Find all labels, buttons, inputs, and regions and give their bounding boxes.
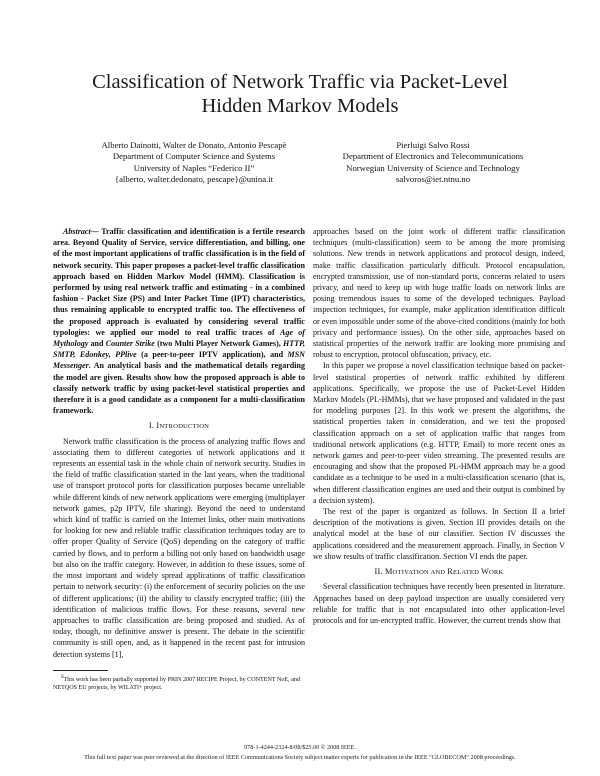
section-initial: I: [156, 421, 160, 431]
author-university: University of Naples “Federico II”: [133, 162, 255, 173]
body-paragraph-3: The rest of the paper is organized as follows. In Section II a brief description of the motivations is given. Section III provides details on the analytical model at the base of our classifier. Section IV discusses the applications considered and the measurement approach. Finally, in Section V we show results of traffic classification. Section VI ends the paper.: [313, 507, 565, 561]
right-column: [313, 226, 565, 626]
body-paragraph-4: Several classification techniques have recently been presented in literature. Approaches based on deep payload inspection are usually considered very reliable for traffic that is not encapsulated into other application-level protocols and for un-encrypted traffic. However, the current trends show that: [313, 582, 565, 625]
intro-paragraph: Network traffic classification is the process of analyzing traffic flows and associating them to different categories of network applications and it represents an essential task in the whole chain of network security. Studies in the field of traffic classification started in the last years, when the traditional use of transport protocol ports for classification purposes became unreliable while different kinds of new network applications were emerging (multiplayer network games, p2p IPTV, file sharing). Beyond the need to understand which kind of traffic is carried on the Internet links, other main motivations for looking for new and reliable traffic classification techniques today are to offer proper Quality of Service (QoS) depending on the category of traffic carried by flows, and to perform a billing not only based on bandwidth usage but also on the traffic category. However, in addition to these issues, some of the most important and widely spread applications of traffic classification pertain to network security: (i) the enforcement of security policies on the use of different applications; (ii) the ability to classify encrypted traffic; (iii) the identification of malicious traffic flows. For these reasons, several new approaches to traffic classification are being proposed and studied. As of today, though, no definitive answer is present. The debate in the scientific community is still open, and, as it happened in the recent past for intrusion detection systems [1],: [53, 436, 305, 659]
author-email: {alberto, walter.dedonato, pescape}@unina.it: [114, 174, 274, 185]
abstract: [53, 226, 305, 416]
section-rest-3: ORK: [488, 569, 504, 577]
footer-note: This full text paper was peer reviewed at the direction of IEEE Communications Society subject matter experts for publication in the IEEE "GLOBECOM" 2008 proceedings.: [84, 754, 516, 761]
footnote-text: This work has been partially supported by PRIN 2007 RECIPE Project, by CONTENT NoE, and NETQOS EU projects, by WILATI+ project.: [53, 676, 300, 691]
footnote-mark: 0: [61, 674, 64, 680]
section-initial-2: R: [447, 567, 453, 577]
section-number: I.: [148, 421, 157, 431]
abstract-msn: MSN Messenger: [53, 350, 305, 371]
paper-title: [40, 70, 560, 118]
author-block-right: [318, 140, 548, 186]
abstract-text-3: (two Multi Player Network Games),: [154, 339, 284, 349]
author-university: Norwegian University of Science and Technology: [346, 162, 520, 173]
abstract-protocols: HTTP, SMTP, Edonkey, PPlive: [53, 339, 306, 360]
abstract-game-2: Counter Strike: [105, 339, 155, 349]
abstract-game-1: Age of Mythology: [53, 327, 305, 349]
section-rest-2: ELATED: [452, 569, 481, 577]
title-line-2: Hidden Markov Models: [201, 95, 399, 117]
footnote: [53, 674, 305, 692]
section-rest: NTRODUCTION: [159, 423, 210, 431]
section-initial-3: W: [480, 567, 489, 577]
section-number: II.: [374, 567, 385, 577]
abstract-text-2: and: [88, 339, 106, 349]
title-line-1: Classification of Network Traffic via Packet-Level: [92, 71, 508, 93]
footer-isbn: 978-1-4244-2324-8/08/$25.00 © 2008 IEEE.: [244, 744, 356, 751]
body-paragraph-1: approaches based on the joint work of different traffic classification techniques (multi-classification) seem to be among the more promising solutions. New trends in network applications and protocol design, indeed, make traffic classification particularly difficult. Protocol encapsulation, encrypted transmission, use of non-standard ports, concerns related to users privacy, and need to keep up with huge traffic loads on network links are posing tremendous issues to some of the developed techniques. Payload inspection techniques, for example, make application identification difficult or even impossible under some of the above-cited conditions (mainly for both privacy and performance issues). On the other side, approaches based on statistical properties of the network traffic are looking more promising and robust to encryption, protocol obfuscation, privacy, etc.: [313, 227, 565, 360]
section-rest: OTIVATION AND: [392, 569, 448, 577]
abstract-lead: Abstract—: [63, 227, 99, 236]
author-email: salvoros@iet.ntnu.no: [395, 174, 471, 185]
abstract-text-4: (a peer-to-peer IPTV application), and: [136, 350, 288, 360]
author-names: Pierluigi Salvo Rossi: [396, 140, 470, 150]
abstract-text-5: . An analytical basis and the mathematical details regarding the model are given. Results show how the proposed approach is able to classify network traffic by using packet-level statistical properties and therefore it is a good candidate as a component for a multi-classification framework.: [53, 361, 305, 416]
section-heading-motivation: [313, 566, 565, 578]
author-names: Alberto Dainotti, Walter de Donato, Antonio Pescapè: [101, 140, 287, 150]
section-heading-introduction: [53, 420, 305, 432]
author-department: Department of Computer Science and Systems: [112, 151, 276, 162]
author-block-left: [70, 140, 318, 186]
footnote-rule: [53, 670, 108, 671]
author-department: Department of Electronics and Telecommunications: [342, 151, 524, 162]
left-column: [53, 226, 305, 692]
abstract-text-1: Traffic classification and identification is a fertile research area. Beyond Quality of Service, service differentiation, and billing, one of the most important applications of traffic classification is in the field of network security. This paper proposes a packet-level traffic classification approach based on Hidden Markov Model (HMM). Classification is performed by using real network traffic and estimating - in a combined fashion - Packet Size (PS) and Inter Packet Time (IPT) characteristics, thus remaining applicable to encrypted traffic too. The effectiveness of the proposed approach is evaluated by considering several traffic typologies: we applied our model to real traffic traces of: [53, 227, 305, 337]
body-paragraph-2: In this paper we propose a novel classification technique based on packet-level statistical properties of network traffic exhibited by different applications. Specifically, we propose the use of Packet-Level Hidden Markov Models (PL-HMMs), that we have proposed and validated in the past for modeling purposes [2]. In this work we present the algorithms, the statistical properties taken in consideration, and we test the proposed classification approach on a set of application traffic that ranges from traditional network applications (e.g. HTTP, Email) to more recent ones as network games and peer-to-peer video streaming. The presented results are encouraging and show that the proposed PL-HMM approach may be a good candidate as a technique to be used in a multi-classification scenario (that is, when different classification engines are used and their output is combined by a decision system).: [313, 361, 565, 505]
section-initial: M: [384, 567, 393, 577]
